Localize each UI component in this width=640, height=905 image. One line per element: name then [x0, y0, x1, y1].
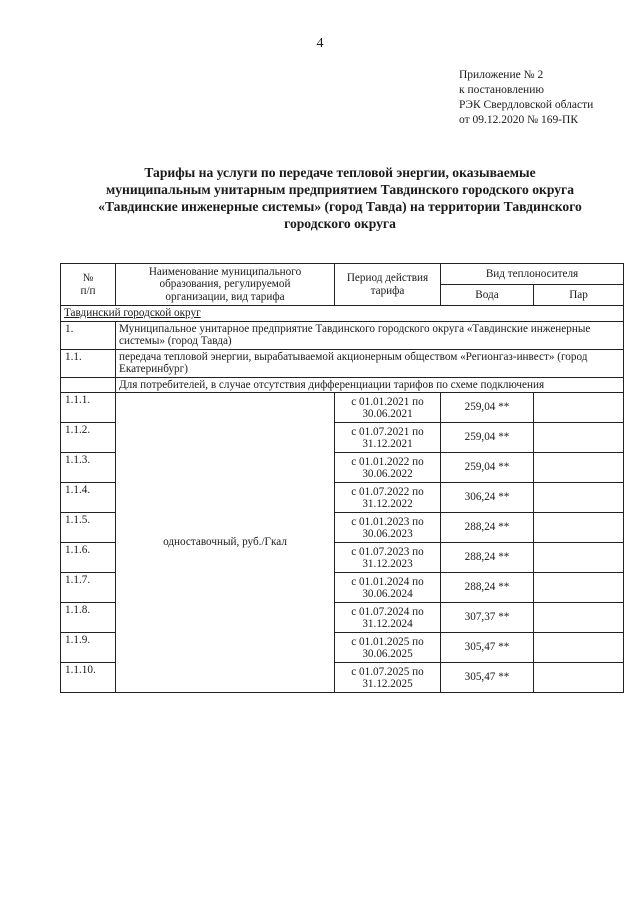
- organization-name: Муниципальное унитарное предприятие Тавдинского городского округа «Тавдинские инженерные системы» (город Тавда): [116, 321, 624, 349]
- title-line: Тарифы на услуги по передаче тепловой энергии, оказываемые: [144, 165, 536, 180]
- document-title: [60, 164, 620, 232]
- period-cell: [335, 573, 441, 603]
- period-from: с 01.01.2021 по: [351, 395, 424, 408]
- row-number: 1.1.9.: [61, 633, 116, 663]
- header-steam: Пар: [534, 285, 624, 306]
- tariff-table: [60, 263, 624, 693]
- row-number: 1.1.: [61, 349, 116, 377]
- region-name: Тавдинский городской округ: [61, 306, 624, 322]
- steam-tariff: [534, 483, 624, 513]
- row-number: 1.1.2.: [61, 423, 116, 453]
- water-tariff: 305,47 **: [441, 633, 534, 663]
- steam-tariff: [534, 513, 624, 543]
- consumers-description: Для потребителей, в случае отсутствия дифференциации тарифов по схеме подключения: [116, 377, 624, 393]
- period-to: 31.12.2024: [362, 617, 413, 630]
- appendix-line: РЭК Свердловской области: [459, 99, 594, 111]
- period-from: с 01.07.2024 по: [351, 605, 424, 618]
- period-cell: [335, 423, 441, 453]
- period-cell: [335, 453, 441, 483]
- steam-tariff: [534, 663, 624, 693]
- header-period: [335, 264, 441, 306]
- header-num: [61, 264, 116, 306]
- water-tariff: 259,04 **: [441, 453, 534, 483]
- steam-tariff: [534, 423, 624, 453]
- period-from: с 01.01.2023 по: [351, 515, 424, 528]
- period-cell: [335, 393, 441, 423]
- steam-tariff: [534, 603, 624, 633]
- water-tariff: 306,24 **: [441, 483, 534, 513]
- appendix-line: Приложение № 2: [459, 69, 544, 81]
- row-number: 1.1.1.: [61, 393, 116, 423]
- steam-tariff: [534, 633, 624, 663]
- service-row: [61, 349, 624, 377]
- consumers-row: [61, 377, 624, 393]
- water-tariff: 288,24 **: [441, 543, 534, 573]
- period-cell: [335, 603, 441, 633]
- row-number: 1.1.6.: [61, 543, 116, 573]
- header-text: образования, регулируемой: [159, 278, 291, 291]
- period-from: с 01.07.2021 по: [351, 425, 424, 438]
- period-to: 30.06.2023: [362, 527, 413, 540]
- row-number: 1.: [61, 321, 116, 349]
- service-description: передача тепловой энергии, вырабатываемой акционерным обществом «Регионгаз-инвест» (город Екатеринбург): [116, 349, 624, 377]
- row-number: 1.1.4.: [61, 483, 116, 513]
- period-cell: [335, 513, 441, 543]
- water-tariff: 305,47 **: [441, 663, 534, 693]
- period-to: 30.06.2024: [362, 587, 413, 600]
- period-to: 31.12.2025: [362, 677, 413, 690]
- period-from: с 01.01.2025 по: [351, 635, 424, 648]
- period-from: с 01.01.2024 по: [351, 575, 424, 588]
- tariff-rows: [61, 393, 624, 693]
- region-row: [61, 306, 624, 322]
- steam-tariff: [534, 453, 624, 483]
- steam-tariff: [534, 393, 624, 423]
- period-to: 31.12.2023: [362, 557, 413, 570]
- rate-type: одноставочный, руб./Гкал: [116, 393, 335, 693]
- water-tariff: 288,24 **: [441, 513, 534, 543]
- period-from: с 01.07.2023 по: [351, 545, 424, 558]
- period-to: 30.06.2025: [362, 647, 413, 660]
- appendix-line: от 09.12.2020 № 169-ПК: [459, 114, 579, 126]
- water-tariff: 307,37 **: [441, 603, 534, 633]
- water-tariff: 259,04 **: [441, 423, 534, 453]
- table-header-row: [61, 264, 624, 285]
- header-text: Период действия: [346, 272, 429, 284]
- table-row: [61, 393, 624, 423]
- header-organization: [116, 264, 335, 306]
- steam-tariff: [534, 543, 624, 573]
- row-number: 1.1.7.: [61, 573, 116, 603]
- period-to: 30.06.2022: [362, 467, 413, 480]
- organization-row: [61, 321, 624, 349]
- period-to: 30.06.2021: [362, 407, 413, 420]
- period-from: с 01.01.2022 по: [351, 455, 424, 468]
- water-tariff: 259,04 **: [441, 393, 534, 423]
- steam-tariff: [534, 573, 624, 603]
- row-number: 1.1.10.: [61, 663, 116, 693]
- period-cell: [335, 663, 441, 693]
- header-carrier: Вид теплоносителя: [441, 264, 624, 285]
- header-text: организации, вид тарифа: [165, 290, 285, 303]
- water-tariff: 288,24 **: [441, 573, 534, 603]
- page-number: 4: [316, 36, 324, 51]
- row-number: 1.1.5.: [61, 513, 116, 543]
- period-from: с 01.07.2022 по: [351, 485, 424, 498]
- period-to: 31.12.2022: [362, 497, 413, 510]
- period-from: с 01.07.2025 по: [351, 665, 424, 678]
- row-number: 1.1.3.: [61, 453, 116, 483]
- row-number: 1.1.8.: [61, 603, 116, 633]
- period-cell: [335, 543, 441, 573]
- empty-cell: [61, 377, 116, 393]
- header-text: Наименование муниципального: [148, 265, 302, 278]
- period-cell: [335, 633, 441, 663]
- period-to: 31.12.2021: [362, 437, 413, 450]
- header-text: п/п: [80, 284, 96, 297]
- title-line: муниципальным унитарным предприятием Тавдинского городского округа: [105, 182, 575, 197]
- header-text: тарифа: [370, 284, 405, 297]
- appendix-line: к постановлению: [459, 84, 544, 96]
- title-line: «Тавдинские инженерные системы» (город Тавда) на территории Тавдинского: [98, 199, 582, 214]
- header-text: №: [82, 272, 94, 284]
- header-water: Вода: [441, 285, 534, 306]
- title-line: городского округа: [284, 216, 396, 231]
- period-cell: [335, 483, 441, 513]
- appendix-reference: [459, 68, 593, 128]
